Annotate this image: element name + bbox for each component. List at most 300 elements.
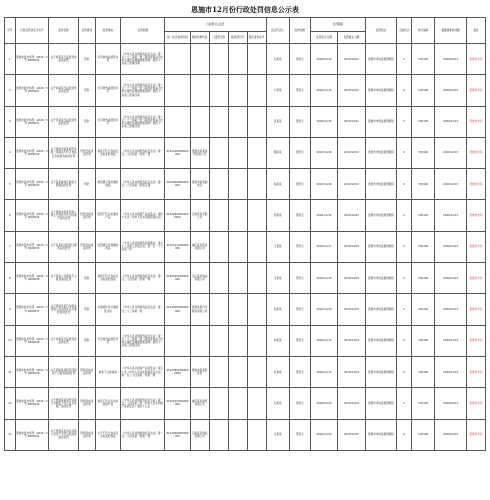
cell-tax-reg: [228, 263, 247, 294]
cell-id-number: [247, 325, 266, 356]
cell-local-code: 530100: [412, 325, 435, 356]
header-office: 处罚机关: [365, 18, 397, 44]
cell-legal-rep: 马某某: [266, 263, 289, 294]
cell-timestamp: 2020/12/15: [435, 388, 467, 419]
cell-note: 恩施市市场: [466, 169, 485, 200]
cell-case-name: 关于张某某无证经营食品的处罚: [49, 106, 79, 137]
cell-end-date: 2020/12/01: [338, 137, 365, 168]
cell-end-date: 2020/12/01: [338, 44, 365, 75]
cell-doc-number: 恩施市监市场罚〔2020〕5号 0000037: [15, 294, 49, 325]
cell-result: 罚款元: [289, 137, 310, 168]
cell-biz-reg: [209, 263, 228, 294]
cell-biz-reg: [209, 356, 228, 387]
cell-tax-reg: [228, 169, 247, 200]
table-row: [5, 137, 486, 168]
cell-index: 13: [5, 419, 16, 450]
cell-credit-code: 91500225MA000000: [165, 263, 190, 294]
header-tax-reg: 税务登记号: [228, 32, 247, 44]
cell-doc-number: 恩施市监市场罚〔2020〕5号 0000034: [15, 200, 49, 231]
cell-case-name: 关于刘某某无证经营食品的处罚: [49, 44, 79, 75]
header-status: 当前状态: [397, 18, 412, 44]
cell-doc-number: 恩施市监市场罚〔2020〕5号 0000027: [15, 75, 49, 106]
cell-org-code: 恩施市某某商贸有限公司: [190, 137, 209, 168]
header-biz-reg: 工商登记码: [209, 32, 228, 44]
cell-index: 1: [5, 44, 16, 75]
cell-basis: 《中华人民共和国食品安全法》第一百二十四条第一款第五项: [121, 169, 165, 200]
cell-result: 罚款元: [289, 294, 310, 325]
cell-tax-reg: [228, 325, 247, 356]
cell-end-date: 2020/12/04: [338, 388, 365, 419]
cell-org-code: 恩施市某某经营部: [190, 356, 209, 387]
cell-start-date: 2020/11/19: [310, 325, 337, 356]
header-credit-code: 统一社会信用代码: [165, 32, 190, 44]
cell-org-code: [190, 75, 209, 106]
cell-note: 恩施市市场: [466, 75, 485, 106]
table-row: [5, 200, 486, 231]
header-group-date: 处罚期限: [310, 18, 365, 32]
cell-basis: 《中华人民共和国食品安全法》第一百二十二条第一款: [121, 294, 165, 325]
table-row: [5, 106, 486, 137]
cell-start-date: 2020/11/16: [310, 44, 337, 75]
cell-note: 恩施市市场: [466, 137, 485, 168]
table-row: [5, 263, 486, 294]
cell-status: 0: [397, 200, 412, 231]
cell-timestamp: 2020/12/15: [435, 325, 467, 356]
cell-timestamp: 2020/12/15: [435, 356, 467, 387]
cell-status: 0: [397, 419, 412, 450]
header-start-date: 处罚决定日期: [310, 32, 337, 44]
cell-index: 6: [5, 200, 16, 231]
cell-local-code: 530100: [412, 75, 435, 106]
cell-note: 恩施市市场: [466, 325, 485, 356]
cell-id-number: [247, 137, 266, 168]
cell-biz-reg: [209, 137, 228, 168]
cell-result: 罚款元: [289, 263, 310, 294]
cell-status: 0: [397, 263, 412, 294]
cell-start-date: 2020/11/16: [310, 75, 337, 106]
cell-result: 罚款元: [289, 356, 310, 387]
cell-case-name: 关于恩施某某汽车服务有限公司未经许可从事经营的处罚: [49, 294, 79, 325]
cell-doc-number: 恩施市监市场罚〔2020〕5号 0000024: [15, 44, 49, 75]
cell-status: 0: [397, 356, 412, 387]
cell-basis: 《中华人民共和国食品安全法》第一百二十四条第一款第一项: [121, 419, 165, 450]
cell-timestamp: 2020/12/15: [435, 231, 467, 262]
cell-penalty-type: 罚款没收违法所得: [78, 419, 95, 450]
cell-org-code: 云南某某食品有限公司: [190, 419, 209, 450]
cell-end-date: 2020/12/05: [338, 419, 365, 450]
cell-index: 12: [5, 388, 16, 419]
cell-doc-number: 恩施市监市场罚〔2020〕5号 0000038: [15, 325, 49, 356]
cell-local-code: 530100: [412, 294, 435, 325]
cell-tax-reg: [228, 137, 247, 168]
cell-status: 0: [397, 231, 412, 262]
cell-legal-rep: 杨某某: [266, 169, 289, 200]
cell-timestamp: 2020/12/15: [435, 294, 467, 325]
cell-biz-reg: [209, 325, 228, 356]
cell-note: 恩施市市场: [466, 294, 485, 325]
cell-end-date: 2020/12/03: [338, 231, 365, 262]
cell-biz-reg: [209, 231, 228, 262]
cell-legal-rep: 吴某某: [266, 356, 289, 387]
cell-id-number: [247, 356, 266, 387]
cell-id-number: [247, 200, 266, 231]
cell-org-code: 文山某某食品有限公司: [190, 263, 209, 294]
cell-credit-code: 91422800MA4900000: [165, 200, 190, 231]
cell-result: 罚款元: [289, 231, 310, 262]
cell-id-number: [247, 106, 266, 137]
table-row: [5, 388, 486, 419]
header-note: 备注: [466, 18, 485, 44]
cell-org-code: 云南某某有限公司: [190, 200, 209, 231]
cell-credit-code: [165, 44, 190, 75]
header-reason: 处罚事由: [95, 18, 120, 44]
cell-biz-reg: [209, 419, 228, 450]
cell-index: 8: [5, 263, 16, 294]
cell-penalty-type: 罚款没收违法所得: [78, 231, 95, 262]
cell-basis: 《中华人民共和国食品安全法》第一百二十四条第一款第一项: [121, 263, 165, 294]
cell-biz-reg: [209, 388, 228, 419]
table-header: [5, 18, 486, 44]
cell-note: 恩施市市场: [466, 263, 485, 294]
cell-result: 罚款元: [289, 44, 310, 75]
cell-local-code: 530100: [412, 169, 435, 200]
cell-credit-code: 91500103MA000000: [165, 388, 190, 419]
cell-tax-reg: [228, 106, 247, 137]
cell-status: 0: [397, 75, 412, 106]
cell-credit-code: 91422801MA4000000: [165, 356, 190, 387]
cell-local-code: 530100: [412, 356, 435, 387]
cell-reason: 未取得许可从事经营活动: [95, 294, 120, 325]
cell-basis: 《中华人民共和国药品管理法》第九十八条第三款第五项、第一百一十七条第一款: [121, 231, 165, 262]
cell-start-date: 2020/11/18: [310, 263, 337, 294]
cell-id-number: [247, 231, 266, 262]
cell-credit-code: 91500112MA000000: [165, 231, 190, 262]
cell-reason: 无有效食品经营许可: [95, 75, 120, 106]
cell-office: 恩施市市场监督管理局: [365, 200, 397, 231]
cell-timestamp: 2020/12/15: [435, 419, 467, 450]
cell-office: 恩施市市场监督管理局: [365, 419, 397, 450]
document-title: 恩施市12月份行政处罚信息公示表: [191, 5, 299, 14]
cell-index: 2: [5, 75, 16, 106]
cell-local-code: 530100: [412, 44, 435, 75]
cell-basis: 《中华人民共和国产品质量法》第四十九条《中华人民共和国标准化法》: [121, 200, 165, 231]
cell-office: 恩施市市场监督管理局: [365, 169, 397, 200]
cell-end-date: 2020/12/01: [338, 75, 365, 106]
cell-case-name: 关于恩施某某经营部销售不合格商品的处罚: [49, 356, 79, 387]
cell-basis: 《中华人民共和国产品质量法》第五十条《中华人民共和国食品安全法》第一百二十四条第一款第一项: [121, 356, 165, 387]
cell-tax-reg: [228, 356, 247, 387]
cell-legal-rep: 刘某某: [266, 325, 289, 356]
cell-id-number: [247, 263, 266, 294]
cell-start-date: 2020/11/17: [310, 231, 337, 262]
cell-penalty-type: 罚款: [78, 106, 95, 137]
cell-note: 恩施市市场: [466, 200, 485, 231]
cell-end-date: 2020/12/03: [338, 294, 365, 325]
cell-id-number: [247, 44, 266, 75]
cell-office: 恩施市市场监督管理局: [365, 294, 397, 325]
cell-org-code: 重庆某某商贸有限公司: [190, 388, 209, 419]
cell-biz-reg: [209, 169, 228, 200]
cell-basis: 《中华人民共和国食品安全法》第一百二十二条第一款《湖北省食品小作坊小餐饮及摊贩管理条例》第四十一条第三款第四项: [121, 44, 165, 75]
cell-end-date: 2020/12/01: [338, 106, 365, 137]
cell-reason: 销售不符合食品安全标准的食品: [95, 263, 120, 294]
cell-note: 恩施市市场: [466, 231, 485, 262]
cell-end-date: 2020/12/03: [338, 263, 365, 294]
cell-case-name: 关于刘某某无证经营食品的处罚: [49, 325, 79, 356]
cell-id-number: [247, 388, 266, 419]
cell-office: 恩施市市场监督管理局: [365, 231, 397, 262]
cell-reason: 经营不符合标准的产品: [95, 200, 120, 231]
header-group-party: 行政相对人信息: [165, 18, 266, 32]
table-body: [5, 44, 486, 451]
cell-start-date: 2020/11/20: [310, 419, 337, 450]
penalty-table: [4, 17, 486, 451]
cell-result: 罚款元: [289, 388, 310, 419]
cell-timestamp: 2020/12/15: [435, 169, 467, 200]
cell-office: 恩施市市场监督管理局: [365, 75, 397, 106]
table-row: [5, 169, 486, 200]
cell-reason: 销售不合格商品: [95, 356, 120, 387]
cell-credit-code: 91420000MA000000: [165, 294, 190, 325]
cell-tax-reg: [228, 75, 247, 106]
cell-org-code: 重庆某某药房有限公司: [190, 231, 209, 262]
cell-local-code: 530100: [412, 263, 435, 294]
cell-biz-reg: [209, 44, 228, 75]
header-id-number: 居民身份证号: [247, 32, 266, 44]
cell-legal-rep: 张某某: [266, 106, 289, 137]
cell-tax-reg: [228, 231, 247, 262]
cell-index: 9: [5, 294, 16, 325]
cell-biz-reg: [209, 200, 228, 231]
cell-penalty-type: 罚款: [78, 263, 95, 294]
header-org-code: 组织机构代码: [190, 32, 209, 44]
cell-id-number: [247, 75, 266, 106]
cell-office: 恩施市市场监督管理局: [365, 44, 397, 75]
cell-office: 恩施市市场监督管理局: [365, 388, 397, 419]
cell-office: 恩施市市场监督管理局: [365, 137, 397, 168]
cell-case-name: 关于某某副食店销售过期食品的处罚: [49, 169, 79, 200]
cell-tax-reg: [228, 388, 247, 419]
cell-penalty-type: 罚款: [78, 325, 95, 356]
cell-org-code: [190, 44, 209, 75]
header-end-date: 处罚截止日期: [338, 32, 365, 44]
cell-tax-reg: [228, 44, 247, 75]
cell-office: 恩施市市场监督管理局: [365, 325, 397, 356]
cell-credit-code: 91420000MA000000: [165, 419, 190, 450]
cell-org-code: [190, 106, 209, 137]
header-index: 序号: [5, 18, 16, 44]
cell-case-name: 关于某某公司销售不合格食品的处罚: [49, 263, 79, 294]
cell-timestamp: 2020/12/15: [435, 137, 467, 168]
cell-start-date: 2020/11/16: [310, 137, 337, 168]
cell-index: 5: [5, 169, 16, 200]
cell-status: 0: [397, 44, 412, 75]
cell-start-date: 2020/11/16: [310, 200, 337, 231]
cell-index: 4: [5, 137, 16, 168]
cell-reason: 无有效食品经营许可: [95, 44, 120, 75]
cell-org-code: 恩施市某某副食店: [190, 169, 209, 200]
cell-basis: 《中华人民共和国食品安全法》第一百二十四条第一款《中华人民共和国产品质量法》第四十九条: [121, 388, 165, 419]
cell-case-name: 关于恩施市某某商贸有限公司销售不符合食品安全标准食品的处罚: [49, 137, 79, 168]
cell-start-date: 2020/11/19: [310, 356, 337, 387]
cell-case-name: 关于恩施某某商贸有限公司销售不符合安全标准产品的处罚: [49, 388, 79, 419]
cell-note: 恩施市市场: [466, 44, 485, 75]
cell-reason: 销售超过保质期的食品: [95, 169, 120, 200]
cell-reason: 销售不符合安全标准的产品: [95, 388, 120, 419]
cell-legal-rep: 刘某某: [266, 294, 289, 325]
cell-doc-number: 恩施市监市场罚〔2020〕5号 0000033: [15, 169, 49, 200]
table-row: [5, 419, 486, 450]
table-row: [5, 294, 486, 325]
cell-case-name: 关于某某药店经营过期药品的处罚: [49, 231, 79, 262]
cell-case-name: 关于恩施某某食品有限公司生产不符合标准食品的处罚: [49, 419, 79, 450]
cell-status: 0: [397, 169, 412, 200]
cell-penalty-type: 罚款: [78, 294, 95, 325]
cell-timestamp: 2020/12/15: [435, 106, 467, 137]
cell-local-code: 530100: [412, 231, 435, 262]
cell-status: 0: [397, 137, 412, 168]
cell-status: 0: [397, 106, 412, 137]
cell-credit-code: [165, 325, 190, 356]
cell-index: 3: [5, 106, 16, 137]
cell-result: 罚款元: [289, 169, 310, 200]
cell-start-date: 2020/11/19: [310, 388, 337, 419]
cell-biz-reg: [209, 294, 228, 325]
cell-result: 罚款元: [289, 75, 310, 106]
cell-biz-reg: [209, 75, 228, 106]
cell-penalty-type: 罚款没收违法所得: [78, 137, 95, 168]
cell-reason: 无有效食品经营许可: [95, 325, 120, 356]
header-legal-rep: 法定代表人: [266, 18, 289, 44]
cell-basis: 《中华人民共和国食品安全法》第一百二十四条第一款第一项: [121, 137, 165, 168]
cell-local-code: 530100: [412, 106, 435, 137]
cell-note: 恩施市市场: [466, 419, 485, 450]
cell-doc-number: 恩施市监市场罚〔2020〕5号 0000035: [15, 231, 49, 262]
cell-timestamp: 2020/12/15: [435, 263, 467, 294]
cell-local-code: 530100: [412, 419, 435, 450]
cell-end-date: 2020/12/04: [338, 325, 365, 356]
cell-legal-rep: 刘某某: [266, 388, 289, 419]
cell-result: 罚款元: [289, 325, 310, 356]
cell-case-name: 关于恩施市某某有限公司生产经营不符合标准产品的处罚: [49, 200, 79, 231]
cell-index: 11: [5, 356, 16, 387]
header-basis: 处罚依据: [121, 18, 165, 44]
cell-doc-number: 恩施市监市场罚〔2020〕5号 0000041: [15, 419, 49, 450]
cell-penalty-type: 罚款: [78, 75, 95, 106]
cell-id-number: [247, 294, 266, 325]
cell-legal-rep: 马某某: [266, 419, 289, 450]
cell-penalty-type: 罚款没收违法所得: [78, 200, 95, 231]
cell-org-code: 恩施某某汽车服务有限公司: [190, 294, 209, 325]
cell-start-date: 2020/11/16: [310, 106, 337, 137]
cell-reason: 无有效食品经营许可: [95, 106, 120, 137]
cell-credit-code: 91420000M0000000: [165, 137, 190, 168]
cell-local-code: 530100: [412, 137, 435, 168]
table-row: [5, 75, 486, 106]
table-row: [5, 231, 486, 262]
cell-tax-reg: [228, 294, 247, 325]
cell-note: 恩施市市场: [466, 388, 485, 419]
cell-status: 0: [397, 325, 412, 356]
cell-legal-rep: 宁某某: [266, 75, 289, 106]
header-penalty-type: 处罚类别: [78, 18, 95, 44]
cell-legal-rep: 王某某: [266, 231, 289, 262]
cell-penalty-type: 罚款: [78, 169, 95, 200]
cell-start-date: 2020/11/18: [310, 294, 337, 325]
cell-tax-reg: [228, 200, 247, 231]
cell-basis: 《中华人民共和国食品安全法》第一百二十二条第一款《湖北省食品小作坊小餐饮及摊贩管理条例》第四十一条第三款第四项: [121, 325, 165, 356]
cell-id-number: [247, 169, 266, 200]
cell-credit-code: [165, 106, 190, 137]
cell-status: 0: [397, 294, 412, 325]
cell-note: 恩施市市场: [466, 356, 485, 387]
cell-basis: 《中华人民共和国食品安全法》第一百二十二条第一款《湖北省食品小作坊小餐饮及摊贩管理条例》第四十一条第三款第四项: [121, 75, 165, 106]
cell-tax-reg: [228, 419, 247, 450]
cell-timestamp: 2020/12/15: [435, 44, 467, 75]
cell-start-date: 2020/11/16: [310, 169, 337, 200]
cell-reason: 生产不符合食品安全标准的食品: [95, 419, 120, 450]
table-row: [5, 356, 486, 387]
cell-doc-number: 恩施市监市场罚〔2020〕5号 0000039: [15, 356, 49, 387]
cell-doc-number: 恩施市监市场罚〔2020〕5号 0000032: [15, 137, 49, 168]
cell-office: 恩施市市场监督管理局: [365, 106, 397, 137]
table-row: [5, 325, 486, 356]
cell-note: 恩施市市场: [466, 106, 485, 137]
cell-legal-rep: 魏某某: [266, 137, 289, 168]
cell-local-code: 530100: [412, 200, 435, 231]
cell-penalty-type: 罚款: [78, 44, 95, 75]
cell-result: 罚款元: [289, 419, 310, 450]
header-local-code: 地方编码: [412, 18, 435, 44]
cell-index: 10: [5, 325, 16, 356]
cell-org-code: [190, 325, 209, 356]
header-case-name: 案件名称: [49, 18, 79, 44]
cell-office: 恩施市市场监督管理局: [365, 356, 397, 387]
cell-id-number: [247, 419, 266, 450]
cell-local-code: 530100: [412, 388, 435, 419]
cell-biz-reg: [209, 106, 228, 137]
cell-legal-rep: 刘某某: [266, 44, 289, 75]
document-page: [4, 3, 486, 497]
cell-reason: 销售不符合食品安全标准的食品: [95, 137, 120, 168]
cell-office: 恩施市市场监督管理局: [365, 263, 397, 294]
cell-basis: 《中华人民共和国食品安全法》第一百二十二条第一款《湖北省食品小作坊小餐饮及摊贩管理条例》第四十一条第三款第四项: [121, 106, 165, 137]
cell-doc-number: 恩施市监市场罚〔2020〕5号 0000040: [15, 388, 49, 419]
cell-index: 7: [5, 231, 16, 262]
cell-end-date: 2020/12/04: [338, 356, 365, 387]
cell-legal-rep: 郑某某: [266, 200, 289, 231]
cell-result: 罚款元: [289, 200, 310, 231]
cell-status: 0: [397, 388, 412, 419]
cell-doc-number: 恩施市监市场罚〔2020〕5号 0000036: [15, 263, 49, 294]
cell-timestamp: 2020/12/15: [435, 75, 467, 106]
cell-penalty-type: 罚款没收违法所得: [78, 388, 95, 419]
cell-credit-code: 92420000MA000000: [165, 169, 190, 200]
cell-case-name: 关于刘某某无证经营食品的处罚: [49, 75, 79, 106]
header-result: 处罚结果: [289, 18, 310, 44]
cell-doc-number: 恩施市监市场罚〔2020〕5号 0000031: [15, 106, 49, 137]
cell-penalty-type: 罚款没收违法所得: [78, 356, 95, 387]
header-timestamp: 数据更新时间戳: [435, 18, 467, 44]
cell-end-date: 2020/12/01: [338, 169, 365, 200]
cell-end-date: 2020/12/01: [338, 200, 365, 231]
cell-result: 罚款元: [289, 106, 310, 137]
header-doc-number: 行政处罚决定书文号: [15, 18, 49, 44]
cell-timestamp: 2020/12/15: [435, 200, 467, 231]
cell-credit-code: [165, 75, 190, 106]
cell-reason: 经营超过有效期的药品: [95, 231, 120, 262]
table-row: [5, 44, 486, 75]
